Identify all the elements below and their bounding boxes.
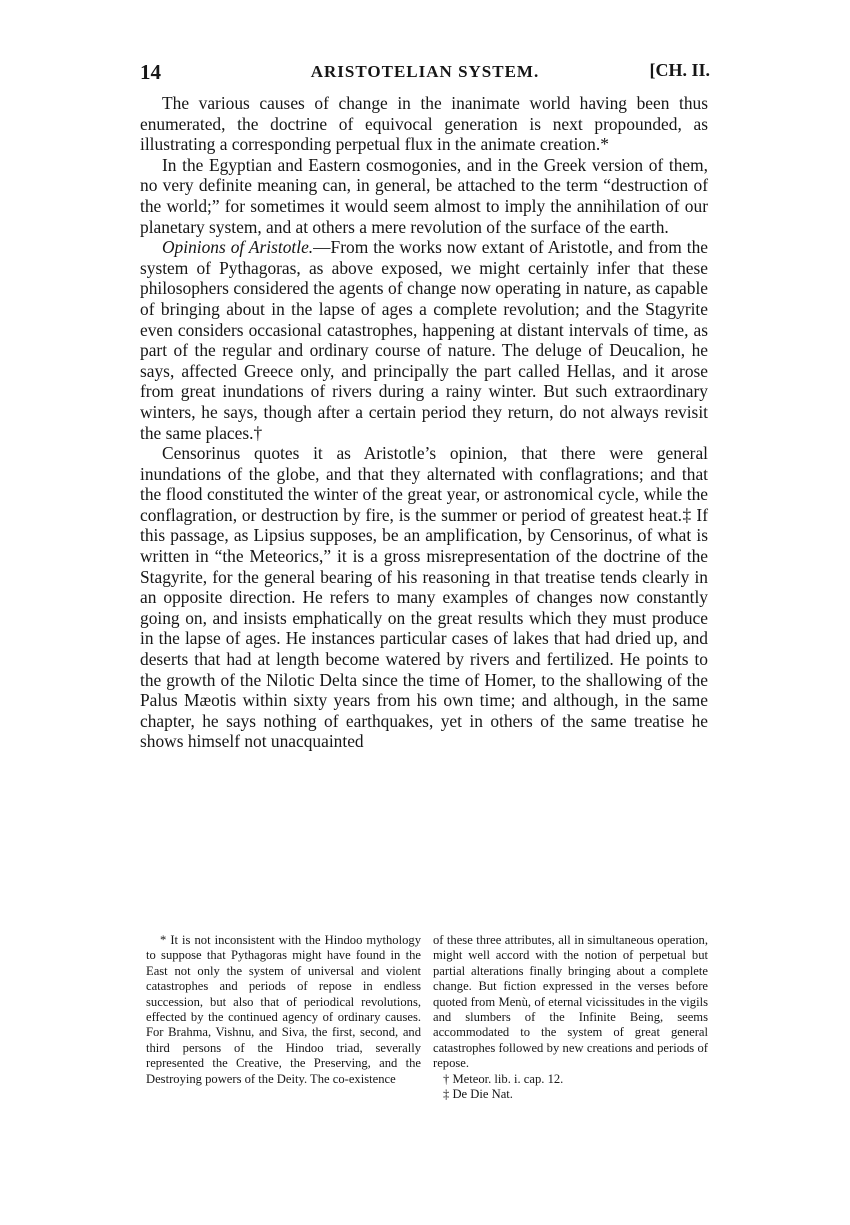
paragraph-3 bbox=[140, 237, 708, 443]
footnote-column-left bbox=[146, 933, 421, 1102]
main-text bbox=[140, 93, 708, 752]
footnotes bbox=[146, 933, 708, 1102]
footnote-star: * It is not inconsistent with the Hindoo mythology to suppose that Pythagoras might have found in the East not only the system of universal and violent catastrophes and periods of repose in endless succession, but also that of periodical revolutions, effected by the continued agency of ordinary causes. For Brahma, Vishnu, and Siva, the first, second, and third persons of the Hindoo triad, severally represented the Creative, the Preserving, and the Destroying powers of the Deity. The co-existence bbox=[146, 933, 421, 1086]
running-title: ARISTOTELIAN SYSTEM. bbox=[310, 62, 540, 81]
paragraph-2: In the Egyptian and Eastern cosmogonies, and in the Greek version of them, no very definite meaning can, in general, be attached to the term “destruction of the world;” for sometimes it would seem almost to imply the annihilation of our planetary system, and at others a mere revolution of the surface of the earth. bbox=[140, 154, 708, 237]
footnote-double-dagger: ‡ De Die Nat. bbox=[443, 1087, 513, 1102]
page-number: 14 bbox=[140, 60, 161, 84]
page-header bbox=[140, 60, 710, 88]
footnote-dagger: † Meteor. lib. i. cap. 12. bbox=[443, 1071, 564, 1086]
paragraph-1: The various causes of change in the inanimate world having been thus enumerated, the doctrine of equivocal generation is next propounded, as illustrating a corresponding perpetual flux in the animate creation.* bbox=[140, 93, 708, 155]
paragraph-4: Censorinus quotes it as Aristotle’s opinion, that there were general inundations of the globe, and that they alternated with conflagrations; and that the flood constituted the winter of the great year, or astronomical cycle, while the conflagration, or destruction by fire, is the summer or period of greatest heat.‡ If this passage, as Lipsius supposes, be an amplification, by Censorinus, of what is written in “the Meteorics,” it is a gross misrepresentation of the doctrine of the Stagyrite, for the general bearing of his reasoning in that treatise tends clearly in an opposite direction. He refers to many examples of changes now constantly going on, and insists emphatically on the great results which they must produce in the lapse of ages. He instances particular cases of lakes that had dried up, and deserts that had at length become watered by rivers and fertilized. He points to the growth of the Nilotic Delta since the time of Homer, to the shallowing of the Palus Mæotis within sixty years from his own time; and although, in the same chapter, he says nothing of earthquakes, yet in others of the same treatise he shows himself not unacquainted bbox=[140, 443, 708, 752]
footnote-star-continued: of these three attributes, all in simultaneous operation, might well accord with the notion of perpetual but partial alterations finally bringing about a complete change. But fiction expressed in the verses before quoted from Menù, of eternal vicissitudes in the vigils and slumbers of the Infinite Being, seems accommodated to the system of great general catastrophes followed by new creations and periods of repose. bbox=[433, 933, 708, 1071]
footnote-column-right bbox=[433, 933, 708, 1102]
section-heading: Opinions of Aristotle. bbox=[162, 237, 314, 258]
chapter-marker: [CH. II. bbox=[649, 60, 710, 80]
paragraph-3-text: —From the works now extant of Aristotle, and from the system of Pythagoras, as above exposed, we might certainly infer that these philosophers considered the agents of change now operating in nature, as capable of bringing about in the lapse of ages a complete revolution; and the Stagyrite even considers occasional catastrophes, happening at distant intervals of time, as part of the regular and ordinary course of nature. The deluge of Deucalion, he says, affected Greece only, and principally the part called Hellas, and it arose from great inundations of rivers during a rainy winter. But such extraordinary winters, he says, though after a certain period they return, do not always revisit the same places.† bbox=[140, 237, 708, 443]
